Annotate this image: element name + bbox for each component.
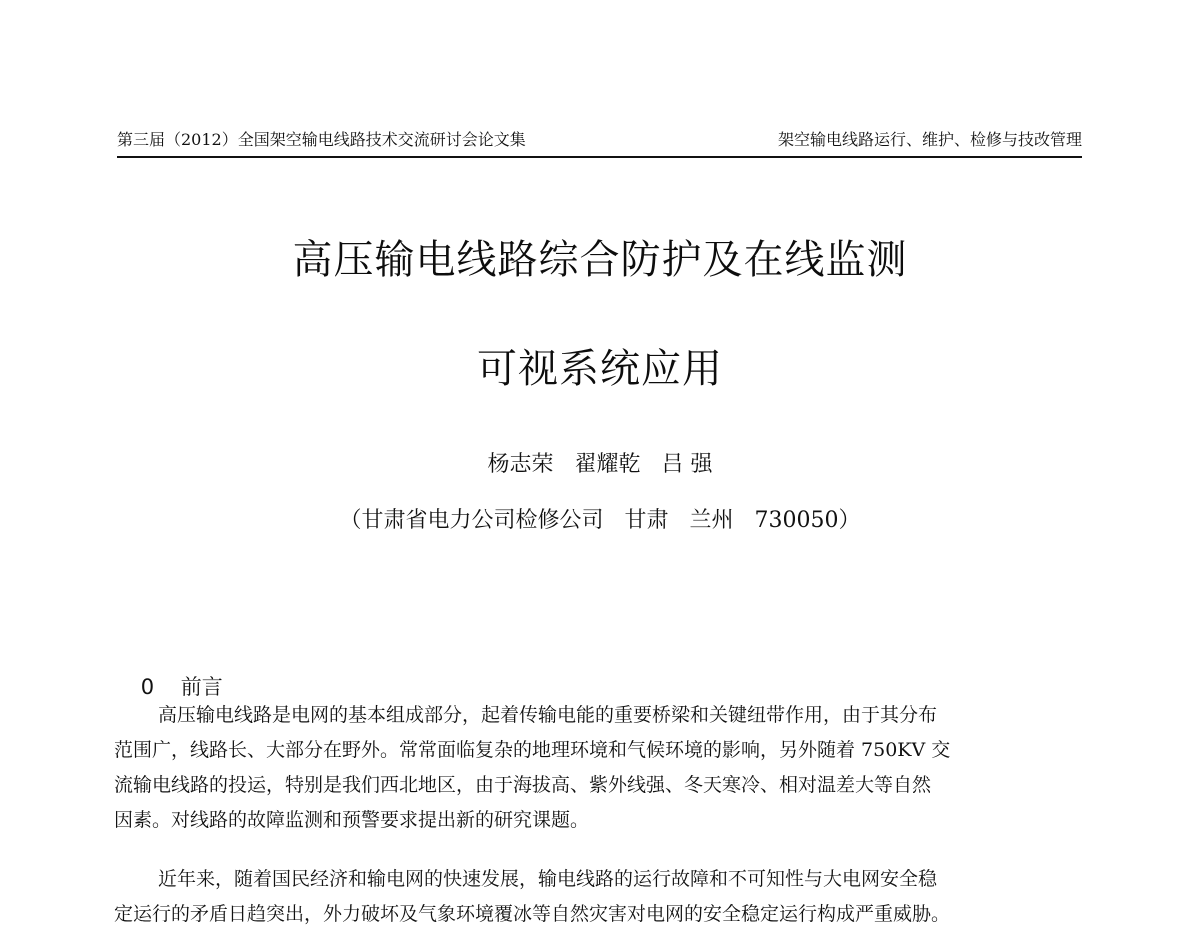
running-header [117, 128, 1082, 158]
paragraph-line: 高压输电线路是电网的基本组成部分，起着传输电能的重要桥梁和关键纽带作用，由于其分布 [158, 704, 938, 726]
section-number: 0 [140, 675, 155, 699]
paragraph-line: 范围广，线路长、大部分在野外。常常面临复杂的地理环境和气候环境的影响，另外随着 750KV 交 [114, 739, 951, 761]
header-section-title: 架空输电线路运行、维护、检修与技改管理 [777, 130, 1082, 149]
paragraph-line: 近年来，随着国民经济和输电网的快速发展，输电线路的运行故障和不可知性与大电网安全稳 [158, 868, 938, 890]
author-affiliation: （甘肃省电力公司检修公司 甘肃 兰州 730050） [339, 508, 861, 533]
paragraph-background [114, 862, 1081, 932]
paragraph-intro [114, 698, 1081, 838]
paper-title-line-2: 可视系统应用 [477, 346, 723, 392]
paragraph-line: 流输电线路的投运，特别是我们西北地区，由于海拔高、紫外线强、冬天寒冷、相对温差大等自然 [114, 774, 932, 796]
paragraph-line: 因素。对线路的故障监测和预警要求提出新的研究课题。 [114, 809, 590, 831]
header-proceedings-title: 第三届（2012）全国架空输电线路技术交流研讨会论文集 [117, 130, 526, 149]
paragraph-line: 定运行的矛盾日趋突出，外力破坏及气象环境覆冰等自然灾害对电网的安全稳定运行构成严重威胁。 [114, 903, 951, 925]
section-title: 前言 [180, 675, 223, 699]
paper-title-line-1: 高压输电线路综合防护及在线监测 [292, 237, 908, 283]
author-list: 杨志荣 翟耀乾 吕 强 [487, 452, 713, 477]
